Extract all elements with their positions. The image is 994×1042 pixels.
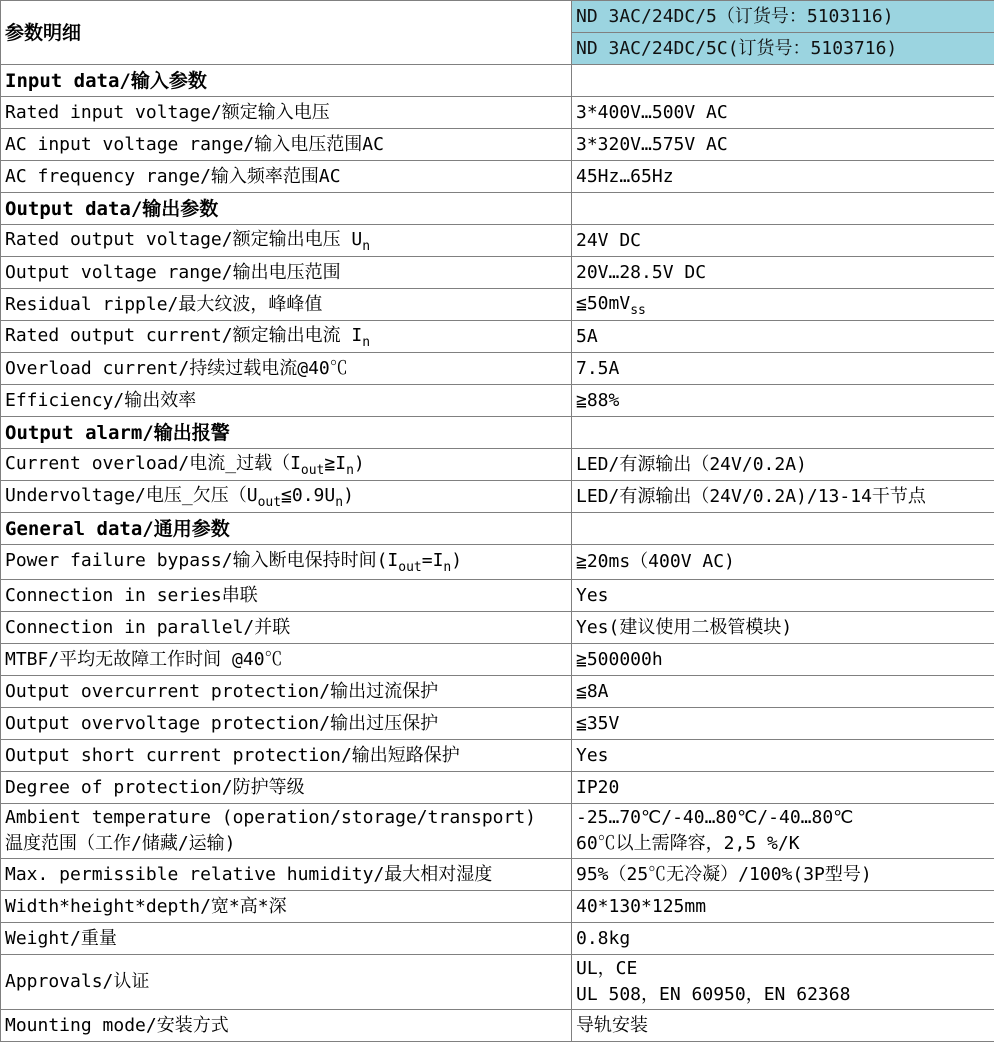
table-row [1,612,994,644]
row-value: ≦8A [572,676,994,708]
table-row [1,923,994,955]
table-row [1,289,994,321]
row-label: Rated output voltage/额定输出电压 $U_n$ [1,225,572,257]
row-label-line: Ambient temperature (operation/storage/transport) [5,805,571,831]
row-label: Residual ripple/最大纹波，峰峰值 [1,289,572,321]
row-value-line: UL 508，EN 60950，EN 62368 [576,982,994,1008]
section-empty-cell [572,193,994,225]
table-row [1,97,994,129]
table-row [1,257,994,289]
row-value: LED/有源输出（24V/0.2A)/13-14干节点 [572,481,994,513]
table-row [1,955,994,1010]
row-label: Weight/重量 [1,923,572,955]
table-row [1,580,994,612]
row-value: ≧20ms（400V AC) [572,545,994,580]
row-label: Connection in parallel/并联 [1,612,572,644]
row-value-line: UL，CE [576,956,994,982]
row-value: 95%（25℃无冷凝）/100%(3P型号) [572,859,994,891]
row-label: Output overvoltage protection/输出过压保护 [1,708,572,740]
row-value: LED/有源输出（24V/0.2A) [572,449,994,481]
row-value: Yes [572,580,994,612]
table-row [1,545,994,580]
table-row [1,353,994,385]
row-label: MTBF/平均无故障工作时间 @40℃ [1,644,572,676]
row-label: Degree of protection/防护等级 [1,772,572,804]
row-value: 20V…28.5V DC [572,257,994,289]
row-value [572,804,994,859]
row-value: IP20 [572,772,994,804]
row-value [572,955,994,1010]
row-value: Yes [572,740,994,772]
table-row [1,129,994,161]
row-value: ≧88% [572,385,994,417]
row-label: Power failure bypass/输入断电保持时间$(I_{out}=I_n)$ [1,545,572,580]
table-row [1,804,994,859]
row-label: Rated output current/额定输出电流 $I_n$ [1,321,572,353]
table-row [1,891,994,923]
table-row [1,161,994,193]
table-row [1,676,994,708]
row-value: ≦35V [572,708,994,740]
section-empty-cell [572,417,994,449]
table-row [1,644,994,676]
section-output-data: Output data/输出参数 [1,193,572,225]
row-label-line: 温度范围（工作/储藏/运输) [5,831,571,857]
row-label: AC frequency range/输入频率范围AC [1,161,572,193]
row-value-line: 60℃以上需降容，2,5 %/K [576,831,994,857]
row-value: 0.8kg [572,923,994,955]
row-label: Output short current protection/输出短路保护 [1,740,572,772]
row-value: 45Hz…65Hz [572,161,994,193]
row-label: AC input voltage range/输入电压范围AC [1,129,572,161]
row-value: 24V DC [572,225,994,257]
table-row [1,225,994,257]
table-row [1,740,994,772]
row-value-line: -25…70℃/-40…80℃/-40…80℃ [576,805,994,831]
table-row [1,1010,994,1042]
table-row [1,321,994,353]
row-value: 3*320V…575V AC [572,129,994,161]
table-row [1,385,994,417]
model-header-1: ND 3AC/24DC/5（订货号：5103116) [572,1,994,33]
table-row [1,859,994,891]
row-label [1,804,572,859]
row-label: Max. permissible relative humidity/最大相对湿度 [1,859,572,891]
row-label: Efficiency/输出效率 [1,385,572,417]
row-label: Output overcurrent protection/输出过流保护 [1,676,572,708]
row-label: Width*height*depth/宽*高*深 [1,891,572,923]
table-row [1,708,994,740]
model-header-2: ND 3AC/24DC/5C(订货号：5103716) [572,33,994,65]
section-output-alarm: Output alarm/输出报警 [1,417,572,449]
row-label: Undervoltage/电压_欠压$(U_{out}≦0.9U_n)$ [1,481,572,513]
row-label: Overload current/持续过载电流@40℃ [1,353,572,385]
row-label: Output voltage range/输出电压范围 [1,257,572,289]
row-value: Yes(建议使用二极管模块) [572,612,994,644]
row-value: 5A [572,321,994,353]
section-empty-cell [572,65,994,97]
row-label: Current overload/电流_过载$(I_{out}≧I_n)$ [1,449,572,481]
row-label: Approvals/认证 [1,955,572,1010]
section-input-data: Input data/输入参数 [1,65,572,97]
row-value: ≧500000h [572,644,994,676]
table-row [1,772,994,804]
row-value: 7.5A [572,353,994,385]
row-value: 导轨安装 [572,1010,994,1042]
row-value: 3*400V…500V AC [572,97,994,129]
table-row [1,481,994,513]
row-label: Mounting mode/安装方式 [1,1010,572,1042]
row-value: 40*130*125mm [572,891,994,923]
table-title: 参数明细 [1,1,572,65]
section-general-data: General data/通用参数 [1,513,572,545]
row-value: $≦50mV_{ss}$ [572,289,994,321]
row-label: Rated input voltage/额定输入电压 [1,97,572,129]
row-label: Connection in series串联 [1,580,572,612]
table-row [1,449,994,481]
section-empty-cell [572,513,994,545]
